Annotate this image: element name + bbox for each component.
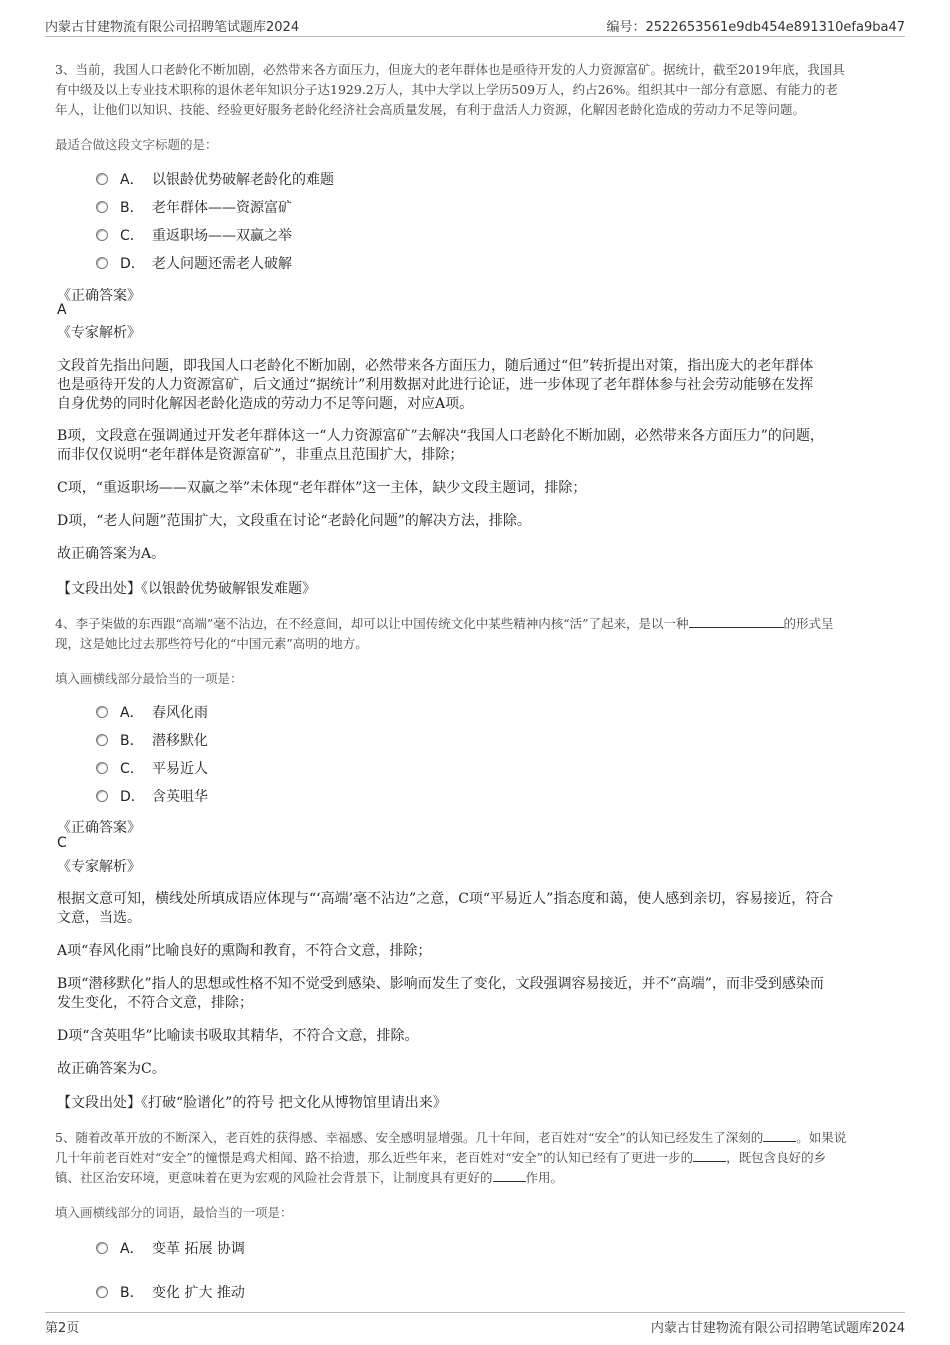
q3-analysis-p5: 故正确答案为A。 [57,546,166,562]
fill-blank[interactable] [493,1169,526,1182]
q5-option-a[interactable]: A． 变革 拓展 协调 [96,1239,245,1259]
q3-analysis-label: 《专家解析》 [57,325,141,341]
q3-analysis-p1: 文段首先指出问题，即我国人口老龄化不断加剧，必然带来各方面压力，随后通过“但”转折提出对策，指出庞大的老年群体 也是亟待开发的人力资源富矿，后文通过“据统计”利用数据对此进行论证，进一步体现了老年群体参与社会劳动能够在发挥 自身优势的同时化解因老龄化造成的劳动力不足等问题，对应A项。 [57,358,814,412]
q3-option-c[interactable]: C． 重返职场——双赢之举 [96,226,292,246]
q4-analysis-p1: 根据文意可知，横线处所填成语应体现与“‘高端’毫不沾边”之意，C项“平易近人”指态度和蔼，使人感到亲切，容易接近，符合 文意，当选。 [57,891,834,926]
radio-icon[interactable] [96,734,108,746]
header-title: 内蒙古甘建物流有限公司招聘笔试题库2024 [45,20,300,35]
q3-option-b[interactable]: B． 老年群体——资源富矿 [96,198,292,218]
q3-answer: A [57,302,67,318]
q4-analysis-p5: 故正确答案为C。 [57,1061,166,1077]
q3-analysis-p3: C项，“重返职场——双赢之举”未体现“老年群体”这一主体，缺少文段主题词，排除； [57,480,587,496]
radio-icon[interactable] [96,1242,108,1254]
q4-text: 4、李子柒做的东西跟“高端”毫不沾边，在不经意间，却可以让中国传统文化中某些精神内核“活”了起来，是以一种 的形式呈 现，这是她比过去那些符号化的“中国元素”高明的地方。 [55,616,834,651]
q4-answer: C [57,835,67,851]
fill-blank[interactable] [763,1129,796,1142]
q4-answer-label: 《正确答案》 [57,820,141,836]
q3-analysis-p2: B项，文段意在强调通过开发老年群体这一“人力资源富矿”去解决“我国人口老龄化不断加剧，必然带来各方面压力”的问题， 而非仅仅说明“老年群体是资源富矿”，非重点且范围扩大，排除； [57,428,824,463]
q4-option-a[interactable]: A． 春风化雨 [96,703,208,723]
q4-option-b[interactable]: B． 潜移默化 [96,731,208,751]
q4-option-d[interactable]: D． 含英咀华 [96,787,208,807]
radio-icon[interactable] [96,790,108,802]
page-number: 第2页 [45,1321,80,1336]
q5-prompt: 填入画横线部分的词语，最恰当的一项是： [55,1205,293,1220]
fill-blank[interactable] [689,615,784,628]
q4-analysis-p4: D项“含英咀华”比喻读书吸取其精华，不符合文意，排除。 [57,1028,419,1044]
q3-answer-label: 《正确答案》 [57,288,141,304]
q3-prompt: 最适合做这段文字标题的是： [55,137,218,152]
radio-icon[interactable] [96,173,108,185]
q4-source: 【文段出处】《打破“脸谱化”的符号 把文化从博物馆里请出来》 [57,1095,447,1111]
radio-icon[interactable] [96,1286,108,1298]
q3-text: 3、当前，我国人口老龄化不断加剧，必然带来各方面压力，但庞大的老年群体也是亟待开发的人力资源富矿。据统计，截至2019年底，我国具 有中级及以上专业技术职称的退休老年知识分子达1929.2万人，其中大学以上学历509万人，约占26%。组织其中一部分有意愿、有能力的老 年人，让他们以知识、技能、经验更好服务老龄化经济社会高质量发展，有利于盘活人力资源，化解因老龄化造成的劳动力不足等问题。 [55,62,845,117]
q5-text: 5、随着改革开放的不断深入，老百姓的获得感、幸福感、安全感明显增强。几十年间，老百姓对“安全”的认知已经发生了深刻的 。如果说 几十年前老百姓对“安全”的憧憬是鸡犬相闻、路不拾遗，那么近些年来，老百姓对“安全”的认知已经有了更进一步的 ，既包含良好的乡 镇、社区治安环境，更意味着在更为宏观的风险社会背景下，让制度具有更好的 作用。 [55,1130,847,1185]
fill-blank[interactable] [693,1149,726,1162]
q4-analysis-p2: A项“春风化雨”比喻良好的熏陶和教育，不符合文意，排除； [57,943,432,959]
radio-icon[interactable] [96,229,108,241]
header-serial: 编号：2522653561e9db454e891310efa9ba47 [606,20,905,35]
q4-analysis-label: 《专家解析》 [57,859,141,875]
q3-option-d[interactable]: D． 老人问题还需老人破解 [96,254,292,274]
q3-analysis-p4: D项，“老人问题”范围扩大，文段重在讨论“老龄化问题”的解决方法，排除。 [57,513,531,529]
page-footer [45,1312,905,1339]
q5-option-b[interactable]: B． 变化 扩大 推动 [96,1283,245,1303]
radio-icon[interactable] [96,201,108,213]
q3-option-a[interactable]: A． 以银龄优势破解老龄化的难题 [96,170,334,190]
radio-icon[interactable] [96,762,108,774]
q4-analysis-p3: B项“潜移默化”指人的思想或性格不知不觉受到感染、影响而发生了变化，文段强调容易接近，并不“高端”，而非受到感染而 发生变化，不符合文意，排除； [57,976,824,1011]
footer-title: 内蒙古甘建物流有限公司招聘笔试题库2024 [650,1321,905,1336]
q4-prompt: 填入画横线部分最恰当的一项是： [55,671,243,686]
q4-option-c[interactable]: C． 平易近人 [96,759,208,779]
q3-source: 【文段出处】《以银龄优势破解银发难题》 [57,581,316,597]
radio-icon[interactable] [96,706,108,718]
radio-icon[interactable] [96,257,108,269]
page-header [45,10,905,37]
